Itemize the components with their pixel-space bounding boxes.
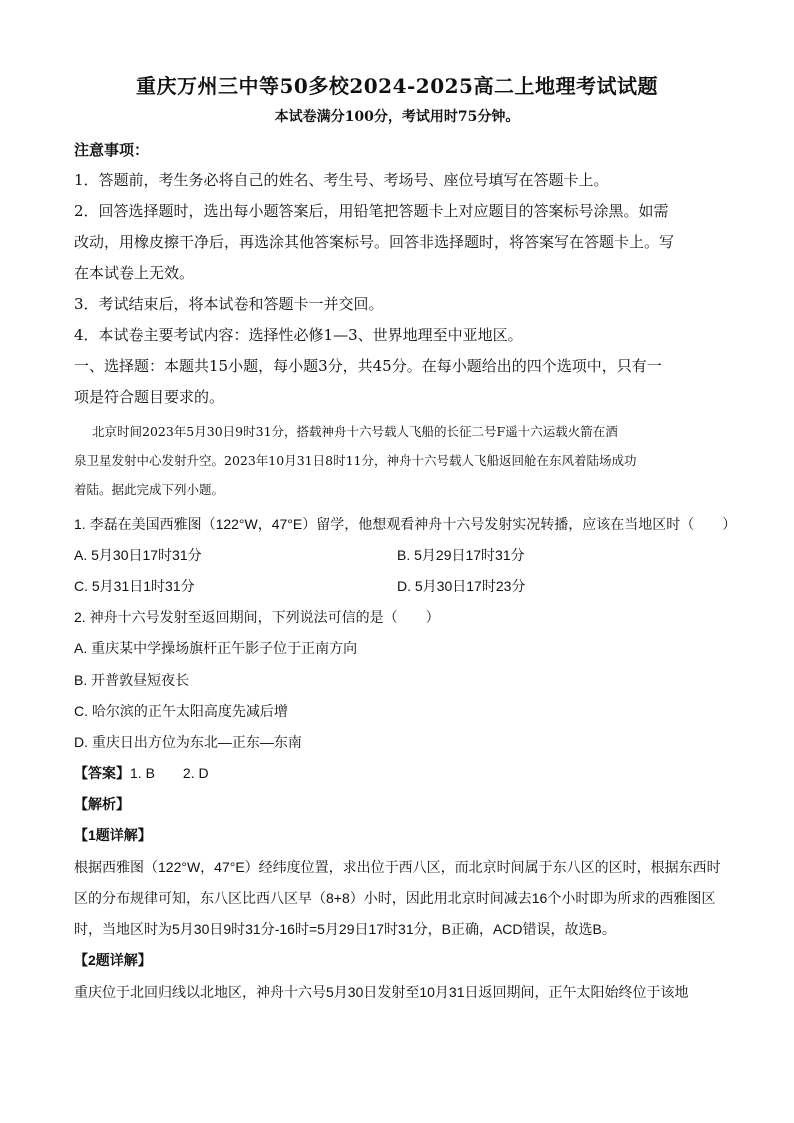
detail-1-line: 区的分布规律可知，东八区比西八区早（8+8）小时，因此用北京时间减去16个小时即为所求的西雅图区 — [74, 890, 716, 906]
question-1-option-d: D. 5月30日17时23分 — [397, 578, 526, 594]
question-1-option-b: B. 5月29日17时31分 — [397, 547, 525, 563]
detail-1-title: 【1题详解】 — [74, 827, 152, 843]
question-2-option-c: C. 哈尔滨的正午太阳高度先减后增 — [74, 703, 288, 719]
analysis-tag: 【解析】 — [74, 796, 130, 812]
passage-line: 北京时间2023年5月30日9时31分，搭载神舟十六号载人飞船的长征二号F遥十六运载火箭在酒 — [92, 424, 618, 439]
question-1-option-a: A. 5月30日17时31分 — [74, 547, 202, 563]
section-heading: 一、选择题：本题共15小题，每小题3分，共45分。在每小题给出的四个选项中，只有一 — [74, 357, 662, 375]
detail-1-line: 时，当地区时为5月30日9时31分-16时=5月29日17时31分，B正确，ACD错误，故选B。 — [74, 921, 616, 937]
notice-item: 3．考试结束后，将本试卷和答题卡一并交回。 — [74, 295, 384, 313]
detail-2-title: 【2题详解】 — [74, 952, 152, 968]
notice-item: 改动，用橡皮擦干净后，再选涂其他答案标号。回答非选择题时，将答案写在答题卡上。写 — [74, 233, 675, 251]
notice-heading: 注意事项： — [74, 141, 150, 159]
notice-item: 2．回答选择题时，选出每小题答案后，用铅笔把答题卡上对应题目的答案标号涂黑。如需 — [74, 202, 669, 220]
notice-item: 1．答题前，考生务必将自己的姓名、考生号、考场号、座位号填写在答题卡上。 — [74, 171, 609, 189]
question-2-option-a: A. 重庆某中学操场旗杆正午影子位于正南方向 — [74, 640, 358, 656]
section-heading-cont: 项是符合题目要求的。 — [74, 388, 225, 406]
answer-line — [74, 763, 724, 783]
question-1-option-c: C. 5月31日1时31分 — [74, 578, 195, 594]
notice-item: 4．本试卷主要考试内容：选择性必修1—3、世界地理至中亚地区。 — [74, 326, 523, 344]
notice-item: 在本试卷上无效。 — [74, 264, 195, 282]
page-subtitle: 本试卷满分100分，考试用时75分钟。 — [274, 109, 520, 125]
page-title: 重庆万州三中等50多校2024-2025高二上地理考试试题 — [136, 74, 658, 98]
passage-line: 着陆。据此完成下列小题。 — [74, 482, 225, 497]
question-2-option-b: B. 开普敦昼短夜长 — [74, 672, 190, 688]
answer-text: 1. B 2. D — [130, 765, 209, 781]
answer-tag: 【答案】 — [74, 765, 130, 781]
detail-1-line: 根据西雅图（122°W，47°E）经纬度位置，求出位于西八区，而北京时间属于东八区的区时，根据东西时 — [74, 859, 721, 875]
question-2-stem: 2. 神舟十六号发射至返回期间，下列说法可信的是（ ） — [74, 609, 440, 625]
question-2-option-d: D. 重庆日出方位为东北—正东—东南 — [74, 734, 302, 750]
detail-2-line: 重庆位于北回归线以北地区，神舟十六号5月30日发射至10月31日返回期间，正午太阳始终位于该地 — [74, 984, 689, 1000]
question-1-stem: 1. 李磊在美国西雅图（122°W，47°E）留学，他想观看神舟十六号发射实况转播，应该在当地区时（ ） — [74, 516, 737, 532]
passage-line: 泉卫星发射中心发射升空。2023年10月31日8时11分，神舟十六号载人飞船返回舱在东风着陆场成功 — [74, 453, 637, 468]
